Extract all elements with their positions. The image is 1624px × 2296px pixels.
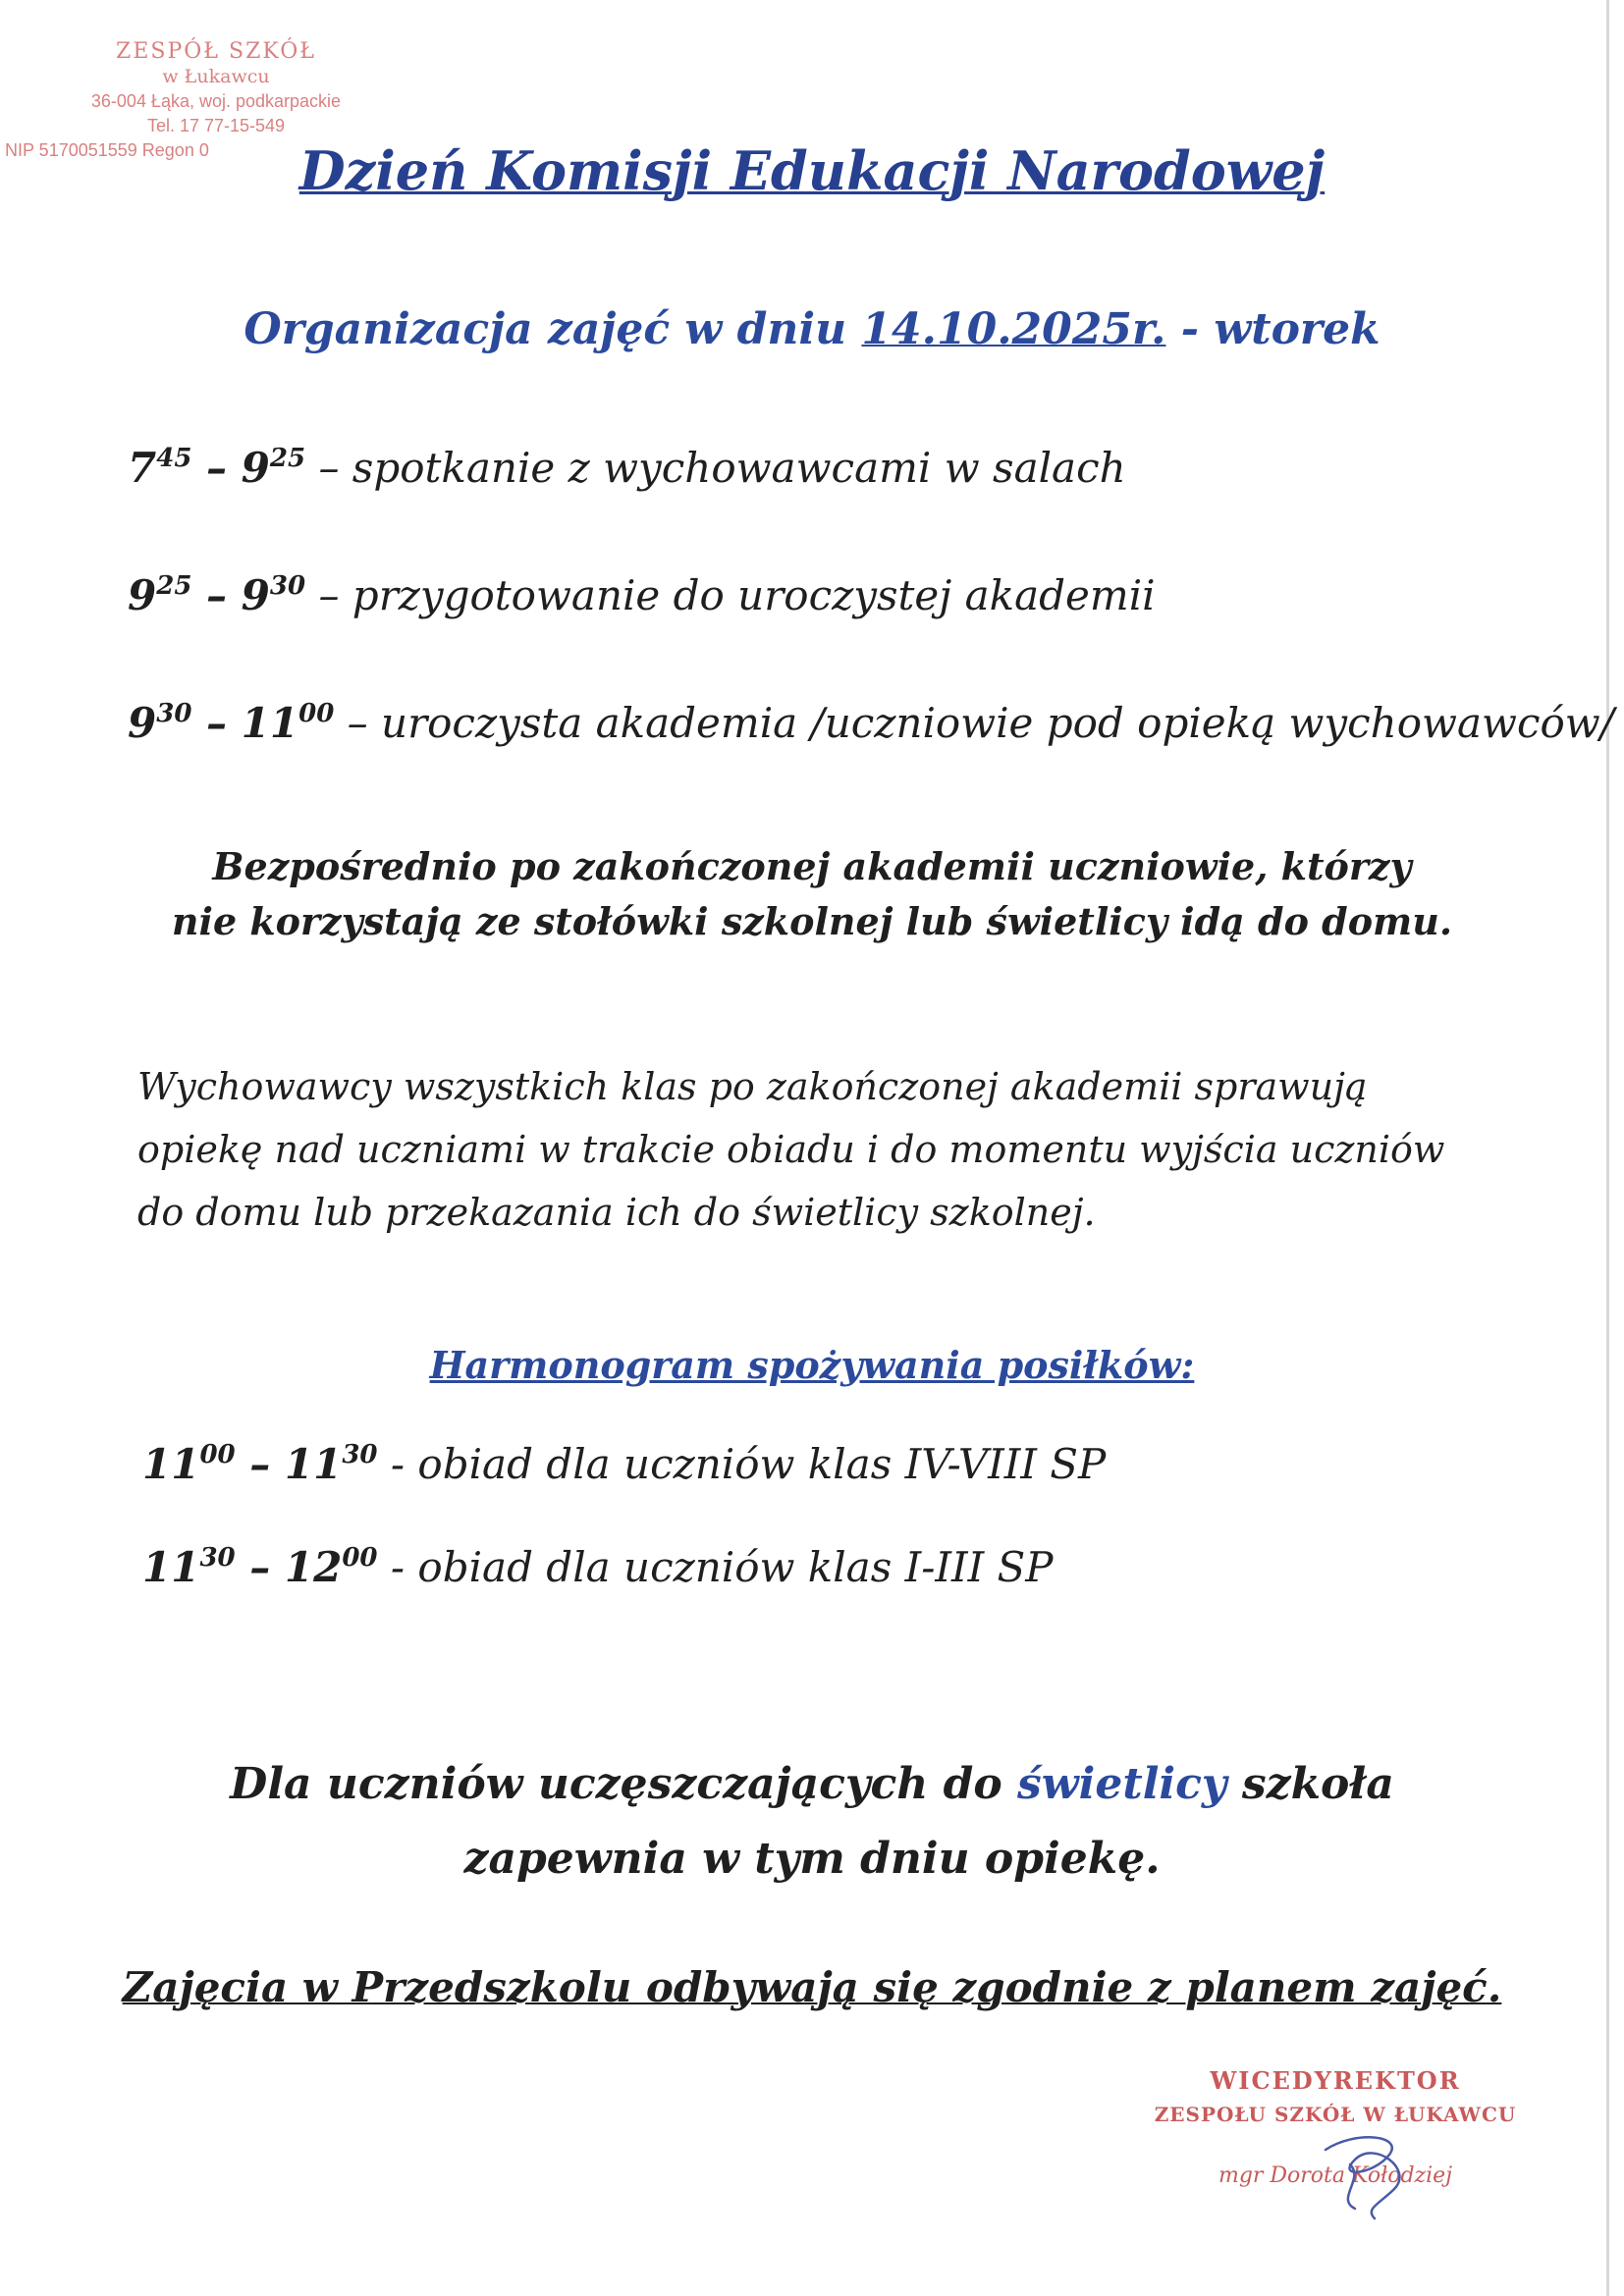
meal-item xyxy=(142,1440,1106,1488)
schedule-item xyxy=(128,571,1156,619)
teachers-line: opiekę nad uczniami w trakcie obiadu i do momentu wyjścia uczniów xyxy=(137,1128,1445,1171)
preschool-note: Zajęcia w Przedszkolu odbywają się zgodnie z planem zajęć. xyxy=(122,1963,1502,2011)
meal-time: $11^{30} - 12^{00}$ xyxy=(142,1543,378,1591)
signature-name: mgr Dorota Kołodziej xyxy=(1218,2163,1453,2188)
care-line: Dla uczniów uczęszczających do świetlicy szkoła xyxy=(230,1759,1394,1809)
subtitle-prefix: Organizacja zajęć w dniu xyxy=(244,304,847,354)
meal-desc: - obiad dla uczniów klas IV-VIII SP xyxy=(377,1440,1107,1488)
signature-unit: ZESPOŁU SZKÓŁ W ŁUKAWCU xyxy=(1154,2103,1517,2126)
subtitle xyxy=(0,304,1624,354)
meal-time: $11^{00} - 11^{30}$ xyxy=(142,1440,378,1488)
schedule-time: $9^{25} - 9^{30}$ xyxy=(128,571,306,619)
subtitle-day: wtorek xyxy=(1214,304,1380,354)
stamp-school-name: ZESPÓŁ SZKÓŁ xyxy=(116,39,316,64)
signature-role: WICEDYREKTOR xyxy=(1210,2066,1461,2095)
notice-line: Bezpośrednio po zakończonej akademii uczniowie, którzy xyxy=(212,844,1412,888)
schedule-desc: – przygotowanie do uroczystej akademii xyxy=(318,571,1156,619)
notice-line: nie korzystają ze stołówki szkolnej lub świetlicy idą do domu. xyxy=(171,899,1453,943)
care-line: zapewnia w tym dniu opiekę. xyxy=(463,1834,1161,1884)
meal-item xyxy=(142,1543,1054,1591)
care-paragraph xyxy=(0,1747,1624,1896)
stamp-town: w Łukawcu xyxy=(162,66,270,87)
schedule-time: $7^{45} - 9^{25}$ xyxy=(128,444,306,492)
stamp-nip: NIP 5170051559 Regon 0 xyxy=(5,140,209,160)
schedule-desc: – uroczysta akademia /uczniowie pod opieką wychowawców/ xyxy=(347,699,1614,747)
stamp-address: 36-004 Łąka, woj. podkarpackie xyxy=(90,91,342,111)
page-title: Dzień Komisji Edukacji Narodowej xyxy=(298,139,1326,202)
schedule-time: $9^{30} - 11^{00}$ xyxy=(128,699,335,747)
subtitle-separator: - xyxy=(1180,304,1200,354)
subtitle-date: 14.10.2025r. xyxy=(861,304,1166,354)
care-highlight: świetlicy xyxy=(1017,1759,1227,1809)
meals-heading: Harmonogram spożywania posiłków: xyxy=(429,1343,1195,1387)
teachers-paragraph xyxy=(137,1055,1512,1244)
schedule-item xyxy=(128,444,1126,492)
teachers-line: Wychowawcy wszystkich klas po zakończonej akademii sprawują xyxy=(137,1065,1368,1108)
stamp-phone: Tel. 17 77-15-549 xyxy=(146,116,286,135)
schedule-item xyxy=(128,699,1614,747)
handwritten-signature xyxy=(1296,2110,1443,2228)
schedule-desc: – spotkanie z wychowawcami w salach xyxy=(318,444,1126,492)
meal-desc: - obiad dla uczniów klas I-III SP xyxy=(377,1543,1054,1591)
notice-paragraph xyxy=(0,839,1624,949)
teachers-line: do domu lub przekazania ich do świetlicy szkolnej. xyxy=(137,1191,1096,1234)
